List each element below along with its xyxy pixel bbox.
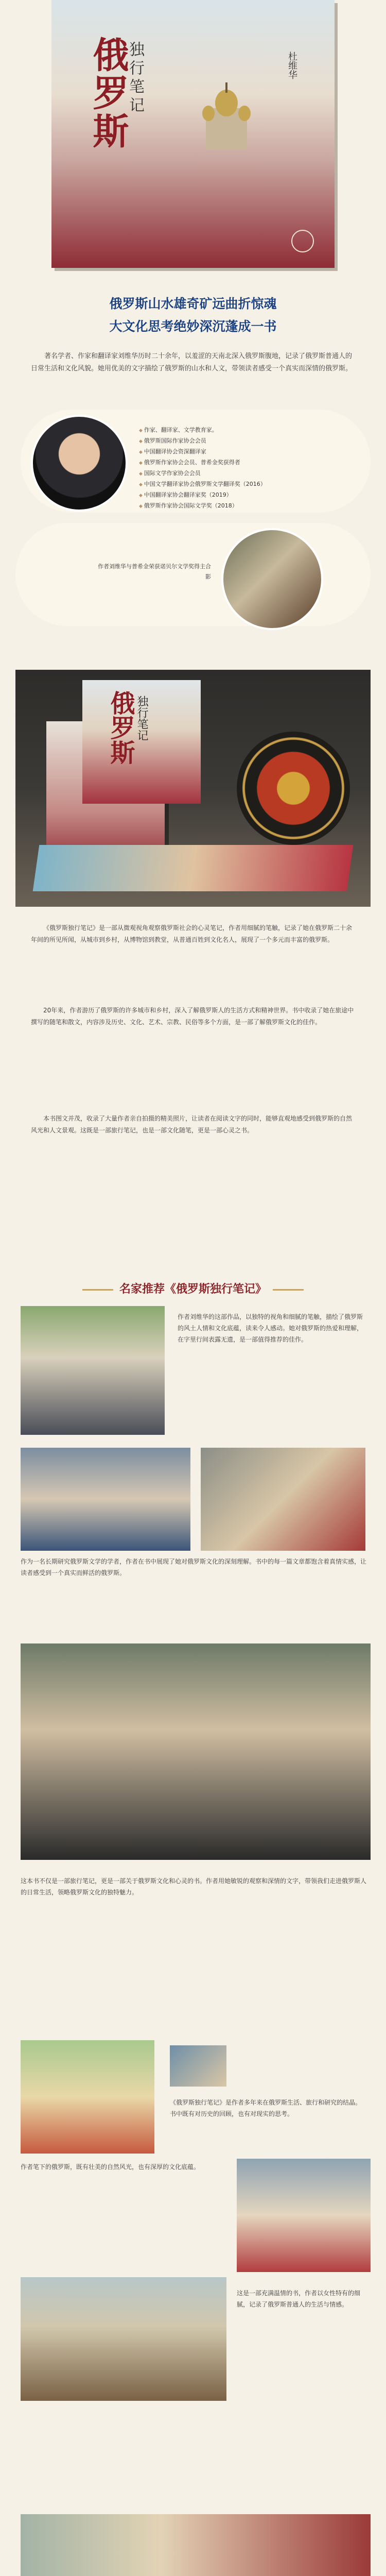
- title-decoration-right: [273, 1289, 304, 1291]
- book-photo-title: 俄罗斯: [106, 690, 135, 765]
- recommend-text-1: 作者刘维华的这部作品，以独特的视角和细腻的笔触，描绘了俄罗斯的风土人情和文化底蕴，读来令人感动。她对俄罗斯的热爱和理解，在字里行间表露无遗，是一部值得推荐的佳作。: [178, 1313, 363, 1343]
- recommendation-section-title: [0, 1280, 386, 1296]
- bio-item: ◆ 中国文学翻译家协会俄罗斯文学翻译奖（2016）: [139, 479, 355, 490]
- photo-author-meeting: [21, 1448, 190, 1551]
- bio-item: ◆ 作家、翻译家、文学教育家。: [139, 425, 355, 436]
- book-cover: [51, 0, 335, 268]
- bio-item: ◆ 中国翻译协会资深翻译家: [139, 447, 355, 457]
- photo-landscape: [21, 2277, 226, 2401]
- book-photo-subtitle: 独行笔记: [135, 696, 148, 741]
- bio-item: ◆ 俄罗斯作家协会会员、普希金奖获得者: [139, 457, 355, 468]
- cover-subtitle: 独行笔记: [126, 41, 144, 115]
- photo-folk-festival: [21, 2040, 154, 2154]
- cover-author: 杜维华: [287, 52, 297, 79]
- author-bio-list: [139, 425, 355, 512]
- slogan-line-1: 俄罗斯山水雄奇矿远曲折惊魂: [109, 296, 277, 311]
- photo-cultural-event: [21, 2514, 371, 2576]
- recommend-text-6: 这是一部充满温情的书，作者以女性特有的细腻，记录了俄罗斯普通人的生活与情感。: [237, 2290, 361, 2308]
- cover-title: 俄罗斯: [87, 36, 130, 150]
- bio-item: ◆ 国际文学作家协会会员: [139, 468, 355, 479]
- lacquer-plate: [237, 732, 350, 845]
- body-paragraph-2: 20年来，作者游历了俄罗斯的许多城市和乡村，深入了解俄罗斯人的生活方式和精神世界。书中收录了她在旅途中撰写的随笔和散文，内容涉及历史、文化、艺术、宗教、民俗等多个方面，是一部了解俄罗斯文化的佳作。: [31, 1007, 354, 1026]
- award-caption: 作者刘维华与普希金荣获诺贝尔文学奖得主合影: [98, 563, 211, 580]
- church-illustration: [185, 72, 268, 149]
- recommend-text-5: 作者笔下的俄罗斯，既有壮美的自然风光，也有深厚的文化底蕴。: [21, 2163, 200, 2171]
- book-spine: [33, 845, 354, 891]
- author-portrait: [31, 415, 128, 512]
- bio-item: ◆ 俄罗斯作家协会国际文学奖（2018）: [139, 501, 355, 512]
- section-title-text: 名家推荐《俄罗斯独行笔记》: [119, 1283, 267, 1296]
- photo-author-with-writer: [21, 1643, 371, 1860]
- bio-item: ◆ 俄罗斯国际作家协会会员: [139, 436, 355, 447]
- recommend-text-3: 这本书不仅是一部旅行笔记，更是一部关于俄罗斯文化和心灵的书。作者用她敏锐的观察和深情的文字，带领我们走进俄罗斯人的日常生活，领略俄罗斯文化的独特魅力。: [21, 1877, 367, 1896]
- publisher-logo-icon: [291, 230, 314, 252]
- photo-small-scene: [170, 2045, 226, 2087]
- book-showcase-photo: [15, 670, 371, 907]
- recommend-text-2: 作为一名长期研究俄罗斯文学的学者，作者在书中展现了她对俄罗斯文化的深刻理解。书中的每一篇文章都饱含着真情实感，让读者感受到一个真实而鲜活的俄罗斯。: [21, 1558, 367, 1577]
- bio-item: ◆ 中国翻译家协会翻译家奖（2019）: [139, 490, 355, 501]
- photo-author-interview: [201, 1448, 365, 1551]
- body-paragraph-1: 《俄罗斯独行笔记》是一部从微观视角观察俄罗斯社会的心灵笔记，作者用细腻的笔触，记录了她在俄罗斯二十余年间的所见所闻，从城市到乡村，从博物馆到教堂，从普通百姓到文化名人，展现了一个多元而丰富的俄罗斯。: [31, 924, 353, 943]
- intro-paragraph: 著名学者、作家和翻译家刘维华历时二十余年，以羞涩的天南北深入俄罗斯腹地，记录了俄罗斯普通人的日常生活和文化风貌。她用优美的文字描绘了俄罗斯的山水和人文，带领读者感受一个真实而深情的俄罗斯。: [31, 352, 353, 372]
- body-paragraph-3: 本书图文并茂，收录了大量作者亲自拍摄的精美照片，让读者在阅读文字的同时，能够直观地感受到俄罗斯的自然风光和人文景观。这既是一部旅行笔记，也是一部文化随笔，更是一部心灵之书。: [31, 1115, 353, 1134]
- photo-book-signing: [237, 2159, 371, 2272]
- slogan-line-2: 大文化思考绝妙深沉蓬成一书: [109, 319, 277, 334]
- title-decoration-left: [82, 1289, 113, 1291]
- photo-author-street: [21, 1306, 165, 1435]
- recommend-text-4: 《俄罗斯独行笔记》是作者多年来在俄罗斯生活、旅行和研究的结晶。书中既有对历史的回顾，也有对现实的思考。: [170, 2099, 362, 2117]
- award-photo: [221, 528, 323, 630]
